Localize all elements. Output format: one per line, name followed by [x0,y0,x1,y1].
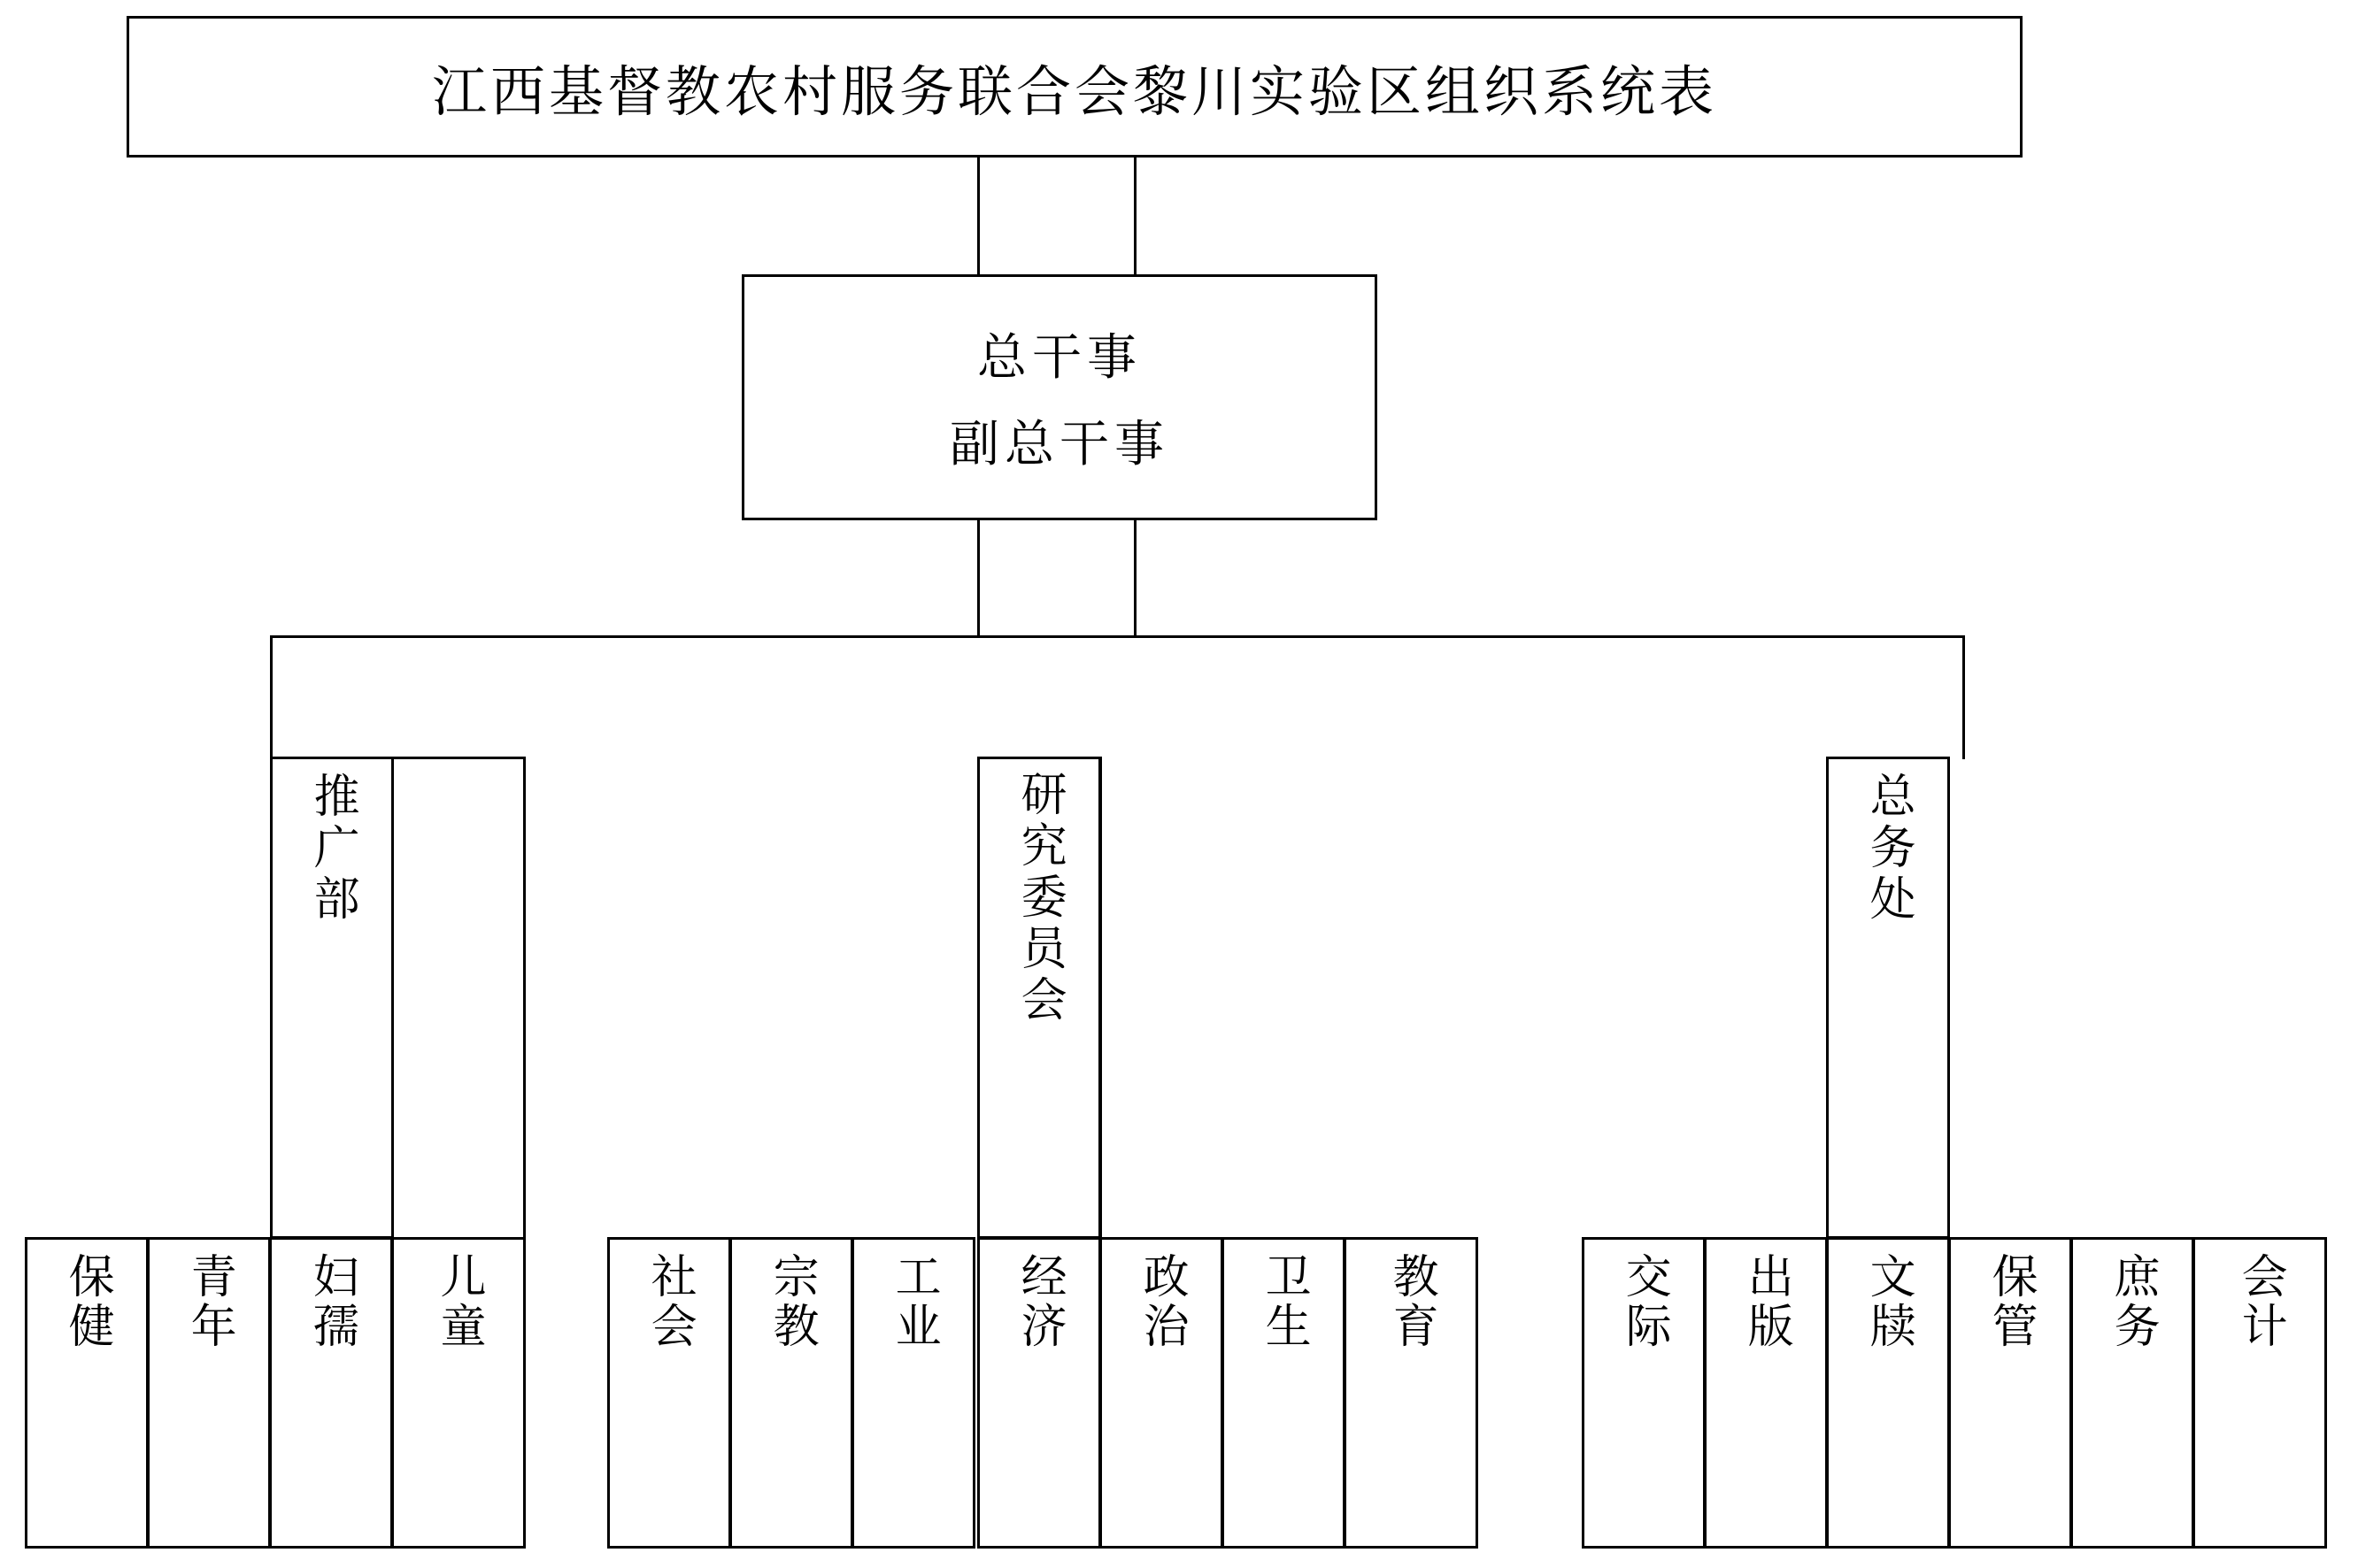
leaf-item [2192,1237,2327,1549]
leaf-item [1826,1237,1950,1549]
connector-director-bar-right [1134,520,1137,635]
leaf-label: 交际 [1617,1252,1671,1351]
director-box [742,274,1377,520]
leaf-label: 文牍 [1861,1252,1915,1351]
leaf-item [147,1237,271,1549]
department-general-affairs-label: 总务处 [1861,772,1915,926]
leaf-label: 出版 [1739,1252,1793,1351]
page-title: 江西基督教农村服务联合会黎川实验区组织系统表 [431,58,1717,124]
leaf-item [1582,1237,1706,1549]
leaf-label: 工业 [887,1252,941,1351]
leaf-item [391,1237,526,1549]
leaf-label: 庶务 [2106,1252,2160,1351]
connector-title-director-left [977,158,980,274]
leaf-item [25,1237,149,1549]
leaf-item [607,1237,731,1549]
leaf-label: 政治 [1135,1252,1189,1351]
leaf-label: 社会 [643,1252,697,1351]
leaf-item [852,1237,975,1549]
leaf-label: 妇孺 [304,1252,358,1351]
leaf-label: 经济 [1013,1252,1067,1351]
leaf-label: 宗教 [765,1252,819,1351]
leaf-label: 会计 [2233,1252,2287,1351]
promotion-branch-wall [523,757,526,1239]
department-research-label: 研究委员会 [1013,770,1067,1026]
connector-title-director-right [1134,158,1137,274]
leaf-item [269,1237,393,1549]
leaf-item [2070,1237,2194,1549]
leaf-item [1221,1237,1345,1549]
department-general-affairs [1826,757,1950,1239]
leaf-item [1704,1237,1828,1549]
leaf-label: 青年 [182,1252,236,1351]
leaf-item [1948,1237,2072,1549]
department-promotion-label: 推广部 [305,772,359,926]
leaf-item [1344,1237,1478,1549]
promotion-top-wall [391,757,526,759]
department-promotion [270,757,394,1239]
leaf-label: 保健 [60,1252,114,1351]
deputy-director-title: 副总干事 [950,416,1169,473]
leaf-label: 教育 [1384,1252,1438,1351]
connector-director-bar-left [977,520,980,635]
department-research [977,757,1101,1239]
leaf-item [1099,1237,1223,1549]
promotion-right-wall [391,757,394,1239]
general-affairs-left-wall [1826,757,1829,1239]
leaf-item [729,1237,853,1549]
leaf-item [977,1237,1101,1549]
leaf-label: 保管 [1984,1252,2038,1351]
leaf-label: 卫生 [1257,1252,1311,1351]
distribution-bar [270,635,1965,759]
research-right-wall [1099,757,1102,1239]
general-affairs-right-wall [1947,757,1950,1239]
chart-title-box [127,16,2023,158]
leaf-label: 儿童 [432,1252,486,1351]
director-title: 总干事 [977,329,1142,387]
